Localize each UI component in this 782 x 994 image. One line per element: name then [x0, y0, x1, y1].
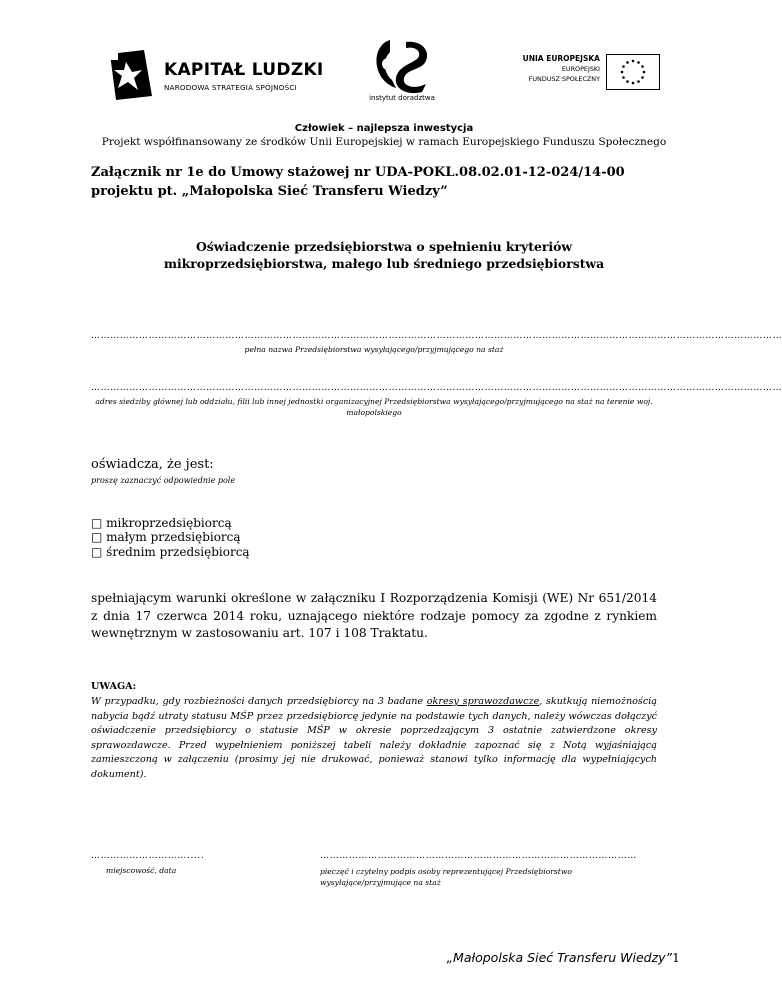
option-small[interactable] [91, 530, 241, 544]
option-label: mikroprzedsiębiorcą [106, 516, 232, 530]
checkbox-icon[interactable]: □ [91, 530, 103, 544]
kapital-ludzki-subtitle: NARODOWA STRATEGIA SPÓJNOŚCI [164, 83, 297, 92]
company-address-field[interactable]: ……………………………………………………………………………………………………………………………………………………………………………………………… [91, 383, 782, 393]
ue-label-line2: EUROPEJSKI [561, 65, 600, 73]
declaration-statement: oświadcza, że jest: [91, 457, 214, 472]
eu-star-icon [637, 61, 640, 64]
company-name-field[interactable]: ……………………………………………………………………………………………………………………………………………………………………………………………… [91, 331, 782, 341]
instytut-doradztwa-mark-icon [366, 34, 438, 94]
kapital-ludzki-emblem-icon [106, 48, 156, 102]
ue-label-line1: UNIA EUROPEJSKA [522, 54, 600, 63]
checkbox-icon[interactable]: □ [91, 516, 103, 530]
kapital-ludzki-title: KAPITAŁ LUDZKI [164, 60, 324, 80]
option-micro[interactable] [91, 516, 232, 530]
attachment-line-2: projektu pt. „Małopolska Sieć Transferu Wiedzy” [91, 184, 448, 199]
note-text-part-1: W przypadku, gdy rozbieżności danych przedsiębiorcy na 3 badane [91, 696, 427, 707]
eu-star-icon [626, 80, 629, 83]
unia-europejska-logo [500, 54, 662, 94]
attachment-line-1: Załącznik nr 1e do Umowy stażowej nr UDA-POKL.08.02.01-12-024/14-00 [91, 165, 625, 180]
declaration-hint: proszę zaznaczyć odpowiednie pole [91, 476, 236, 485]
eu-star-icon [641, 65, 644, 68]
eu-star-icon [637, 80, 640, 83]
signature-field[interactable]: ……………………………………………………………………………………… [320, 851, 637, 861]
eu-flag-icon [606, 54, 660, 90]
checkbox-icon[interactable]: □ [91, 545, 103, 559]
ue-label-line3: FUNDUSZ SPOŁECZNY [528, 75, 600, 83]
eu-star-icon [632, 82, 635, 85]
footer-project-name: „Małopolska Sieć Transferu Wiedzy” [446, 950, 673, 965]
note-heading: UWAGA: [91, 681, 137, 692]
eu-star-icon [622, 65, 625, 68]
regulation-paragraph: spełniającym warunki określone w załączniku I Rozporządzenia Komisji (WE) Nr 651/2014 z dnia 17 czerwca 2014 roku, uznającego niektóre rodzaje pomocy za zgodne z rynkiem wewnętrznym w zastosowaniu art. 107 i 108 Traktatu. [91, 591, 657, 640]
eu-star-icon [621, 71, 624, 74]
note-text-part-2: , skutkują niemożnością nabycia bądź utraty statusu MŚP przez przedsiębiorcę jedynie na podstawie tych danych, należy wówczas dołączyć oświadczenie przedsiębiorcy o statusie MŚP w okresie poprzedzającym 3 ostatnie zatwierdzone okresy sprawozdawcze. Przed wypełnieniem poniższej tabeli należy dokładnie zapoznać się z Notą wyjaśniającą zamieszczoną w załączeniu (prosimy jej nie drukować, ponieważ stanowi tylko informację dla wypełniających dokument). [91, 696, 657, 780]
eu-star-icon [632, 60, 635, 63]
cofunding-statement: Projekt współfinansowany ze środków Unii Europejskiej w ramach Europejskiego Funduszu Społecznego [101, 136, 667, 148]
instytut-doradztwa-logo [356, 34, 446, 106]
eu-star-icon [622, 76, 625, 79]
place-date-field[interactable]: …………………………..... [91, 851, 205, 861]
page-footer [400, 950, 680, 965]
document-title-line-1: Oświadczenie przedsiębiorstwa o spełnieniu kryteriów [195, 239, 572, 254]
signature-caption: pieczęć i czytelny podpis osoby reprezentującej Przedsiębiorstwo wysyłające/przyjmujące na staż [320, 867, 572, 887]
eu-star-icon [626, 61, 629, 64]
option-label: średnim przedsiębiorcą [106, 545, 250, 559]
place-date-caption: miejscowość, data [106, 866, 177, 875]
motto: Człowiek – najlepsza inwestycja [294, 123, 474, 134]
page-number: 1 [672, 950, 680, 965]
kapital-ludzki-logo [106, 44, 324, 104]
company-address-caption: adres siedziby głównej lub oddziału, filii lub innej jednostki organizacyjnej Przedsiębiorstwa wysyłającego/przyjmującego na staż na terenie woj. małopolskiego [95, 397, 653, 417]
company-name-caption: pełna nazwa Przedsiębiorstwa wysyłającego/przyjmującego na staż [244, 345, 504, 354]
note-text [91, 695, 657, 782]
instytut-doradztwa-caption: instytut doradztwa [369, 94, 435, 102]
option-medium[interactable] [91, 545, 250, 559]
document-title-line-2: mikroprzedsiębiorstwa, małego lub średniego przedsiębiorstwa [163, 256, 605, 271]
option-label: małym przedsiębiorcą [106, 530, 241, 544]
eu-star-icon [643, 71, 646, 74]
eu-star-icon [641, 76, 644, 79]
reporting-periods-link: okresy sprawozdawcze [426, 696, 540, 707]
